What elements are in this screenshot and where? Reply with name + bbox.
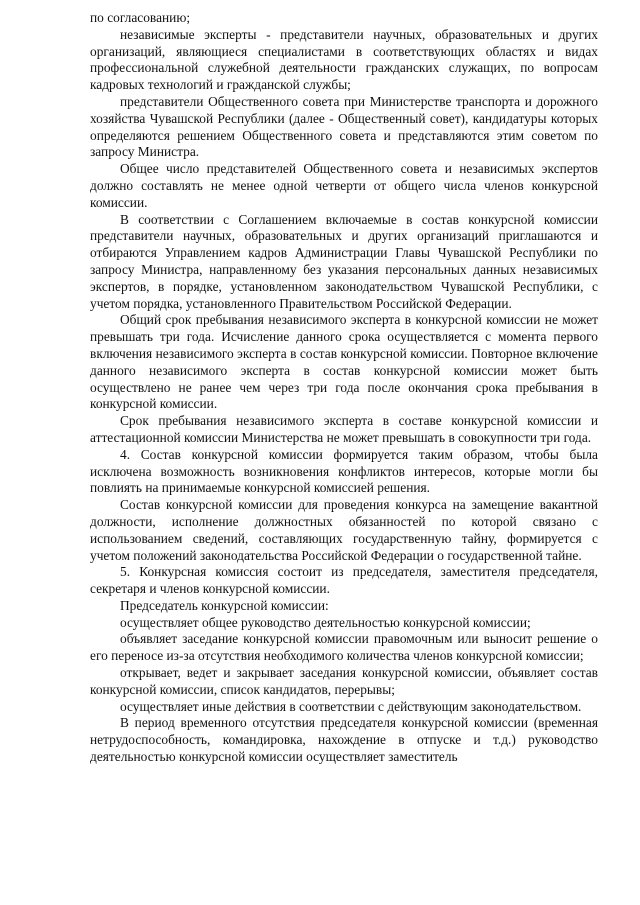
paragraph: Общее число представителей Общественного совета и независимых экспертов должно составлять не менее одной четверти от общего числа членов конкурсной комиссии.	[90, 161, 598, 210]
paragraph: 4. Состав конкурсной комиссии формируется таким образом, чтобы была исключена возможность возникновения конфликтов интересов, которые могли бы повлиять на принимаемые конкурсной комиссией решения.	[90, 446, 598, 496]
paragraph: Председатель конкурсной комиссии:	[120, 597, 329, 613]
paragraph: объявляет заседание конкурсной комиссии правомочным или выносит решение о его переносе из-за отсутствия необходимого количества членов конкурсной комиссии;	[90, 631, 598, 664]
paragraph: Состав конкурсной комиссии для проведения конкурса на замещение вакантной должности, исполнение должностных обязанностей по которой связано с использованием сведений, составляющих государственную тайну, формируется с учетом положений законодательства Российской Федерации о государственной тайне.	[90, 497, 598, 563]
paragraph: Срок пребывания независимого эксперта в составе конкурсной комиссии и аттестационной комиссии Министерства не может превышать в совокупности три года.	[90, 413, 598, 445]
paragraph: В период временного отсутствия председателя конкурсной комиссии (временная нетрудоспособность, командировка, нахождение в отпуске и т.д.) руководство деятельностью конкурсной комиссии осуществляет заместитель	[90, 715, 598, 765]
paragraph: 5. Конкурсная комиссия состоит из председателя, заместителя председателя, секретаря и членов конкурсной комиссии.	[90, 564, 598, 597]
paragraph: представители Общественного совета при Министерстве транспорта и дорожного хозяйства Чувашской Республики (далее - Общественный совет), кандидатуры которых определяются решением Общественного совета и представляются этим советом по запросу Министра.	[90, 93, 598, 160]
paragraph: независимые эксперты - представители научных, образовательных и других организаций, являющиеся специалистами в соответствующих областях и видах профессиональной служебной деятельности гражданских служащих, по вопросам кадровых технологий и гражданской службы;	[90, 26, 598, 93]
paragraph: по согласованию;	[90, 10, 191, 25]
document-body	[90, 10, 598, 766]
paragraph: В соответствии с Соглашением включаемые в состав конкурсной комиссии представители научных, образовательных и других организаций приглашаются и отбираются Управлением кадров Администрации Главы Чувашской Республики по запросу Министра, направленному без указания персональных данных независимых экспертов, в порядке, установленном законодательством Чувашской Республики, с учетом порядка, установленного Правительством Российской Федерации.	[90, 211, 598, 311]
paragraph: открывает, ведет и закрывает заседания конкурсной комиссии, объявляет состав конкурсной комиссии, список кандидатов, перерывы;	[90, 665, 598, 697]
paragraph: Общий срок пребывания независимого эксперта в конкурсной комиссии не может превышать три года. Исчисление данного срока осуществляется с момента первого включения независимого эксперта в состав конкурсной комиссии. Повторное включение данного независимого эксперта в состав конкурсной комиссии может быть осуществлено не ранее чем через три года после окончания срока пребывания в конкурсной комиссии.	[90, 312, 598, 412]
paragraph: осуществляет иные действия в соответствии с действующим законодательством.	[120, 698, 582, 714]
paragraph: осуществляет общее руководство деятельностью конкурсной комиссии;	[120, 614, 531, 630]
